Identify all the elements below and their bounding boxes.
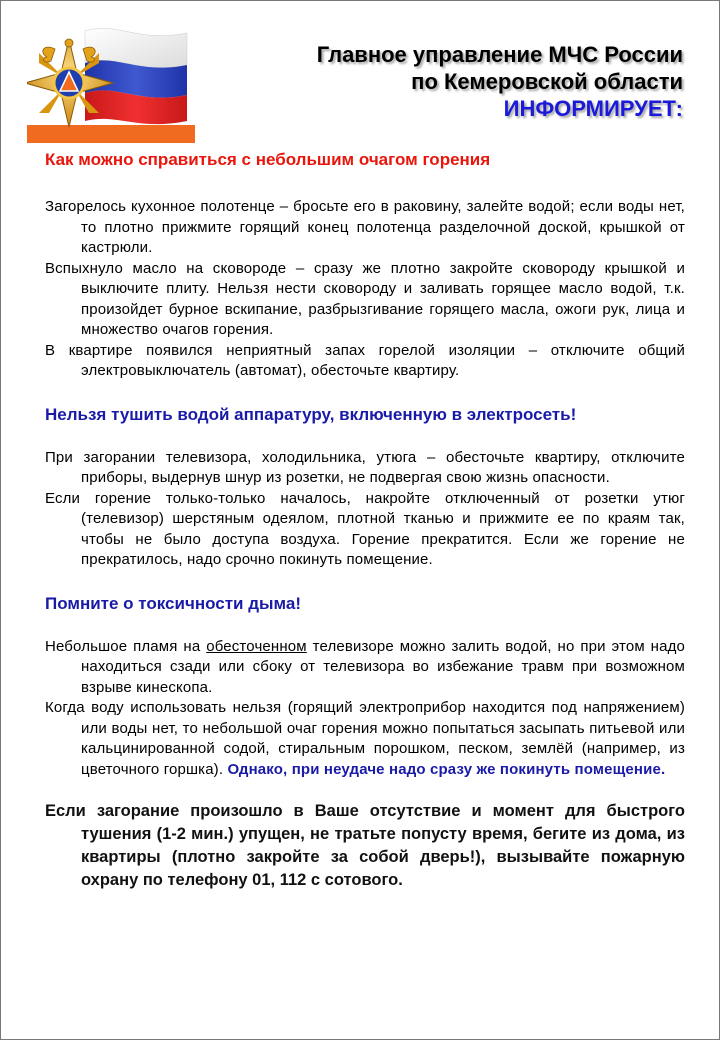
main-content (45, 149, 685, 892)
header-informs: ИНФОРМИРУЕТ: (503, 96, 683, 121)
section-1-paragraph-1: Загорелось кухонное полотенце – бросьте его в раковину, залейте водой; если воды нет, то плотно прижмите горящий конец полотенца разделочной доской, крышкой от кастрюли. (45, 198, 685, 256)
header-title-line-2: по Кемеровской области (411, 69, 683, 94)
section-3-paragraph-1-end: телевизоре можно залить водой, но при этом надо находиться сзади или сбоку от телевизора во избежание травм при возможном взрыве кинескопа. (81, 637, 685, 696)
emercom-emblem-icon (27, 21, 195, 143)
section-3-paragraph-2-text: Когда воду использовать нельзя (горящий электроприбор находится под напряжением) или воды нет, то небольшой очаг горения можно попытаться засыпать питьевой или кальцинированной содой, стиральным порошком, песком, землёй (например, из цветочного горшка). (45, 699, 685, 778)
section-3-paragraph-2 (45, 698, 685, 780)
section-2-paragraph-1: При загорании телевизора, холодильника, утюга – обесточьте квартиру, отключите приборы, выдернув шнур из розетки, не подвергая свою жизнь опасности. (45, 448, 685, 486)
section-3-emphasis: Однако, при неудаче надо сразу же покинуть помещение. (227, 760, 666, 778)
section-3-paragraph-1 (45, 637, 685, 699)
section-3-paragraph-1-start: Небольшое пламя на (45, 637, 207, 655)
section-1-paragraph-2: Вспыхнуло масло на сковороде – сразу же плотно закройте сковороду крышкой и выключите плиту. Нельзя нести сковороду и заливать горящее масло водой, т.к. произойдет бурное вскипание, разбрызгивание горящего масла, ожоги рук, лица и множество очагов горения. (45, 259, 685, 338)
header-block (317, 41, 683, 122)
section-1-paragraph-3: В квартире появился неприятный запах горелой изоляции – отключите общий электровыключатель (автомат), обесточьте квартиру. (45, 341, 685, 379)
section-2-paragraph-2: Если горение только-только началось, накройте отключенный от розетки утюг (телевизор) шерстяным одеялом, плотной тканью и прижмите ее по краям так, чтобы не было доступа воздуха. Горение прекратится. Если же горение не прекратилось, надо срочно покинуть помещение. (45, 489, 685, 568)
final-note: Если загорание произошло в Ваше отсутствие и момент для быстрого тушения (1-2 мин.) упущен, не тратьте попусту время, бегите из дома, из квартиры (плотно закройте за собой дверь!), вызывайте пожарную охрану по телефону 01, 112 с сотового. (45, 802, 685, 889)
section-3-heading: Помните о токсичности дыма! (45, 593, 301, 613)
section-1-heading: Как можно справиться с небольшим очагом горения (45, 150, 491, 169)
header-title-line-1: Главное управление МЧС России (316, 42, 683, 67)
section-2-heading: Нельзя тушить водой аппаратуру, включенную в электросеть! (45, 404, 577, 424)
section-3-underlined-word: обесточенном (206, 637, 307, 655)
